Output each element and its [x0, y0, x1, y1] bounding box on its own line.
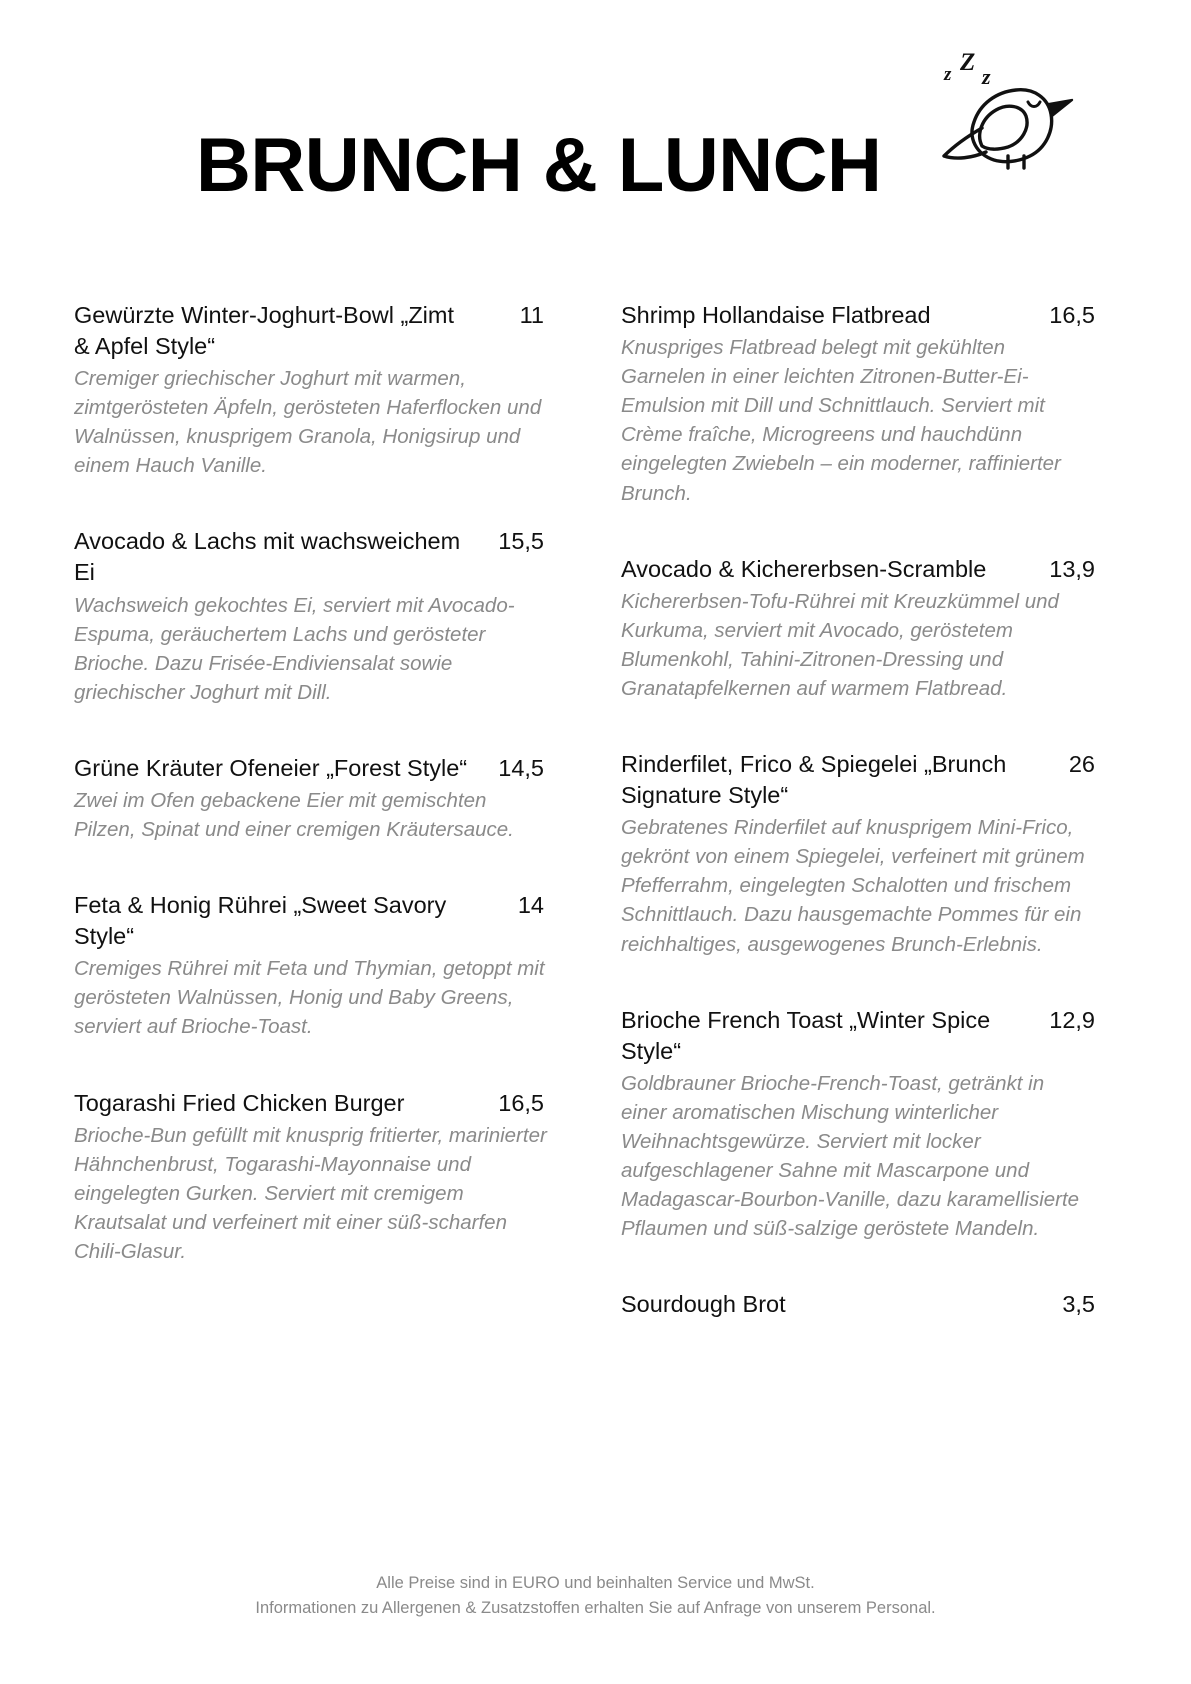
menu-item-description: Cremiges Rührei mit Feta und Thymian, getoppt mit gerösteten Walnüssen, Honig und Baby Greens, serviert auf Brioche-Toast.	[74, 957, 545, 1039]
menu-item-head	[621, 1005, 1095, 1067]
menu-item-name: Avocado & Lachs mit wachsweichem Ei	[74, 528, 461, 586]
menu-item[interactable]	[621, 749, 1095, 959]
menu-item-head	[74, 1088, 550, 1119]
menu-item-name: Avocado & Kichererbsen-Scramble	[621, 555, 987, 582]
menu-item-price: 16,5	[1049, 302, 1095, 328]
footer-price-note: Alle Preise sind in EURO und beinhalten Service und MwSt.	[376, 1573, 815, 1592]
menu-item-description: Wachsweich gekochtes Ei, serviert mit Avocado-Espuma, geräuchertem Lachs und gerösteter Brioche. Dazu Frisée-Endiviensalat sowie griechischer Joghurt mit Dill.	[74, 593, 515, 704]
menu-item[interactable]	[621, 1005, 1095, 1244]
menu-item-name: Feta & Honig Rührei „Sweet Savory Style“	[74, 892, 447, 950]
menu-item-price: 13,9	[1049, 555, 1095, 582]
menu-item[interactable]	[621, 300, 1095, 508]
menu-item[interactable]	[74, 890, 550, 1041]
svg-text:z: z	[944, 64, 952, 85]
menu-item-name: Rinderfilet, Frico & Spiegelei „Brunch Signature Style“	[621, 751, 1007, 809]
menu-item-name: Gewürzte Winter-Joghurt-Bowl „Zimt & Apfel Style“	[74, 302, 454, 360]
menu-item-price: 15,5	[498, 528, 544, 555]
menu-item[interactable]	[74, 753, 550, 844]
menu-item-description: Goldbrauner Brioche-French-Toast, getränkt in einer aromatischen Mischung winterlicher Weihnachtsgewürze. Serviert mit locker aufgeschlagener Sahne mit Mascarpone und Madagascar-Bourbon-Vanille, dazu karamellisierte Pflaumen und süß-salzige geröstete Mandeln.	[621, 1071, 1080, 1241]
menu-item-head	[74, 526, 550, 588]
sleeping-bird-icon	[930, 42, 1080, 177]
menu-columns	[0, 300, 1191, 1366]
menu-item-price: 14,5	[498, 754, 544, 781]
page-title: BRUNCH & LUNCH	[196, 123, 882, 208]
menu-item-price: 14	[517, 892, 544, 919]
svg-text:z: z	[982, 64, 991, 89]
menu-item[interactable]	[74, 1088, 550, 1267]
menu-item-description: Cremiger griechischer Joghurt mit warmen, zimtgerösteten Äpfeln, gerösteten Haferflocken und Walnüssen, knusprigem Granola, Honigsirup und einem Hauch Vanille.	[74, 367, 542, 478]
menu-item-description: Kichererbsen-Tofu-Rührei mit Kreuzkümmel und Kurkuma, serviert mit Avocado, geröstetem Blumenkohl, Tahini-Zitronen-Dressing und Granatapfelkernen auf warmem Flatbread.	[621, 589, 1059, 701]
menu-item-description: Gebratenes Rinderfilet auf knusprigem Mini-Frico, gekrönt von einem Spiegelei, verfeinert mit grünem Pfefferrahm, eingelegten Schalotten und frischem Schnittlauch. Dazu hausgemachte Pommes für ein reichhaltiges, ausgewogenes Brunch-Erlebnis.	[621, 816, 1085, 956]
menu-footer	[0, 1571, 1191, 1622]
menu-item-description: Brioche-Bun gefüllt mit knusprig fritierter, marinierter Hähnchenbrust, Togarashi-Mayonnaise und eingelegten Gurken. Serviert mit cremigem Krautsalat und verfeinert mit einer süß-scharfen Chili-Glasur.	[74, 1123, 547, 1263]
menu-item-head	[621, 749, 1095, 811]
menu-item-name: Sourdough Brot	[621, 1291, 786, 1318]
svg-text:Z: Z	[960, 49, 976, 76]
menu-item-head	[74, 890, 550, 952]
menu-column-left	[0, 300, 595, 1366]
menu-header	[0, 0, 1191, 300]
menu-item-price: 26	[1068, 751, 1095, 778]
menu-item-name: Brioche French Toast „Winter Spice Style“	[621, 1006, 991, 1064]
menu-column-right	[595, 300, 1191, 1366]
menu-item-price: 3,5	[1062, 1291, 1095, 1318]
menu-item[interactable]	[74, 526, 550, 706]
menu-item-price: 16,5	[498, 1089, 544, 1116]
menu-item[interactable]	[74, 300, 550, 480]
menu-item[interactable]	[621, 1289, 1095, 1320]
menu-item-head	[621, 1289, 1095, 1320]
menu-item-head	[621, 300, 1095, 331]
menu-item-head	[621, 554, 1095, 585]
footer-allergen-note: Informationen zu Allergenen & Zusatzstoffen erhalten Sie auf Anfrage von unserem Personal.	[255, 1599, 936, 1618]
menu-item-head	[74, 753, 550, 784]
menu-item-head	[74, 300, 550, 362]
menu-item-description: Zwei im Ofen gebackene Eier mit gemischten Pilzen, Spinat und einer cremigen Kräutersauce.	[74, 788, 514, 842]
menu-item-name: Grüne Kräuter Ofeneier „Forest Style“	[74, 754, 468, 781]
menu-item[interactable]	[621, 554, 1095, 703]
menu-item-name: Shrimp Hollandaise Flatbread	[621, 302, 931, 328]
menu-item-price: 12,9	[1049, 1006, 1095, 1033]
menu-item-price: 11	[519, 302, 544, 328]
menu-item-name: Togarashi Fried Chicken Burger	[74, 1089, 405, 1116]
menu-item-description: Knuspriges Flatbread belegt mit gekühlten Garnelen in einer leichten Zitronen-Butter-Ei-Emulsion mit Dill und Schnittlauch. Serviert mit Crème fraîche, Microgreens und hauchdünn eingelegten Zwiebeln – ein moderner, raffinierter Brunch.	[621, 336, 1061, 505]
